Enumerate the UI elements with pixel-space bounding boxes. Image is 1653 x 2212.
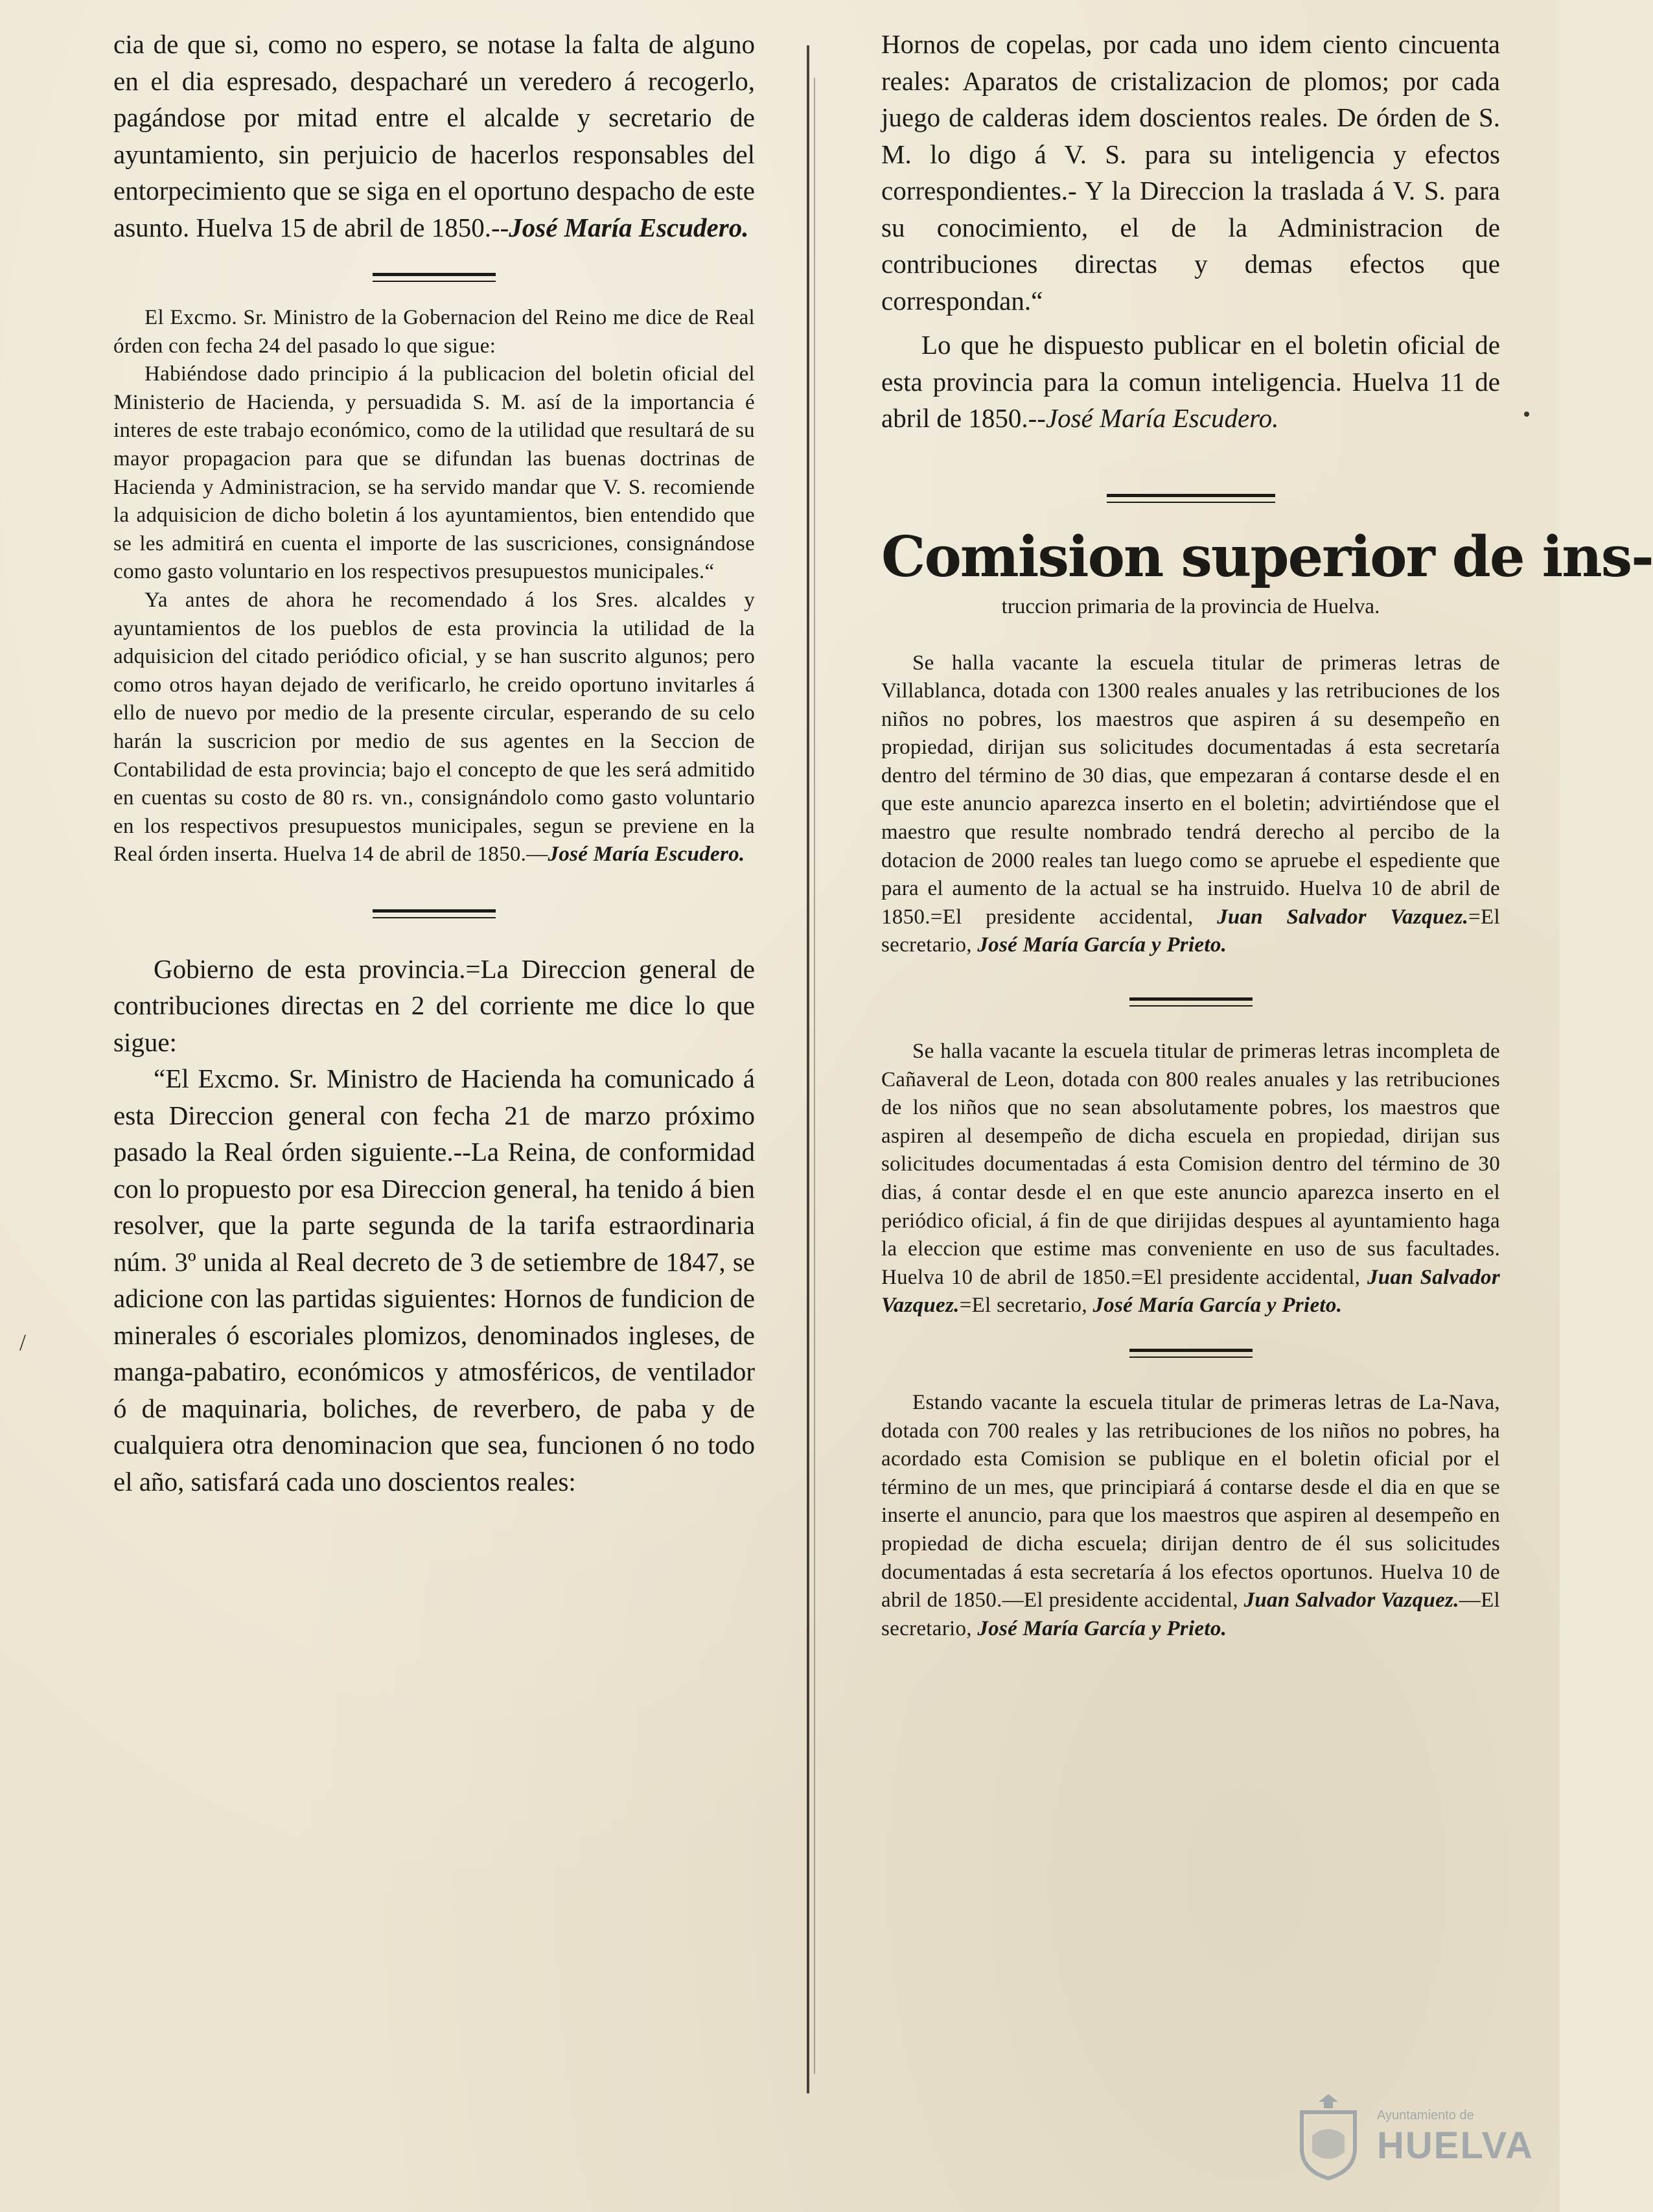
logo-wordmark: HUELVA: [1377, 2125, 1534, 2167]
gobierno-intro: Gobierno de esta provincia.=La Direccion general de contribuciones directas en 2 del corriente me dice lo que sigue:: [113, 953, 755, 1057]
circular-paragraph: [113, 587, 755, 869]
president-signature: Juan Salvador Vazquez.: [1243, 1589, 1459, 1612]
section-separator: [1129, 1349, 1253, 1358]
secretary-label: =El secretario,: [881, 905, 1500, 957]
tariff-order-text: “El Excmo. Sr. Ministro de Hacienda ha comunicado á esta Direccion general con fecha 21 de marzo próximo pasado la Real órden siguiente.--La Reina, de conformidad con lo propuesto por esa Direccion general, ha tenido á bien resolver, que la parte segunda de la tarifa estraordinaria núm. 3º unida al Real decreto de 3 de setiembre de 1847, se adicione con las partidas siguientes: Hornos de fundicion de minerales ó escoriales plomizos, denominados ingleses, de manga-pabatiro, económicos y atmosféricos, de ventilador ó de maquinaria, boliches, de reverbero, de paba y de cualquiera otra denominacion que sea, funcionen ó no todo el año, satisfará cada uno doscientos reales:: [113, 1064, 755, 1496]
vacancy-text: Se halla vacante la escuela titular de primeras letras de Villablanca, dotada con 1300 reales anuales y las retribuciones de los niños no pobres, los maestros que aspiren á su desempeño en propiedad, dirijan sus solicitudes documentadas á esta secretaría dentro del término de 30 dias, que empezaran á contarse desde el en que este anuncio aparezca inserto en el boletin; advirtiéndose que el maestro que resulte nombrado tendrá derecho al percibo de la dotacion de 2000 reales tan luego como se apruebe el espediente que para el aumento de la actual se ha instruido. Huelva 10 de abril de 1850.=El presidente accidental,: [881, 651, 1500, 929]
section-separator: [373, 909, 496, 918]
secretary-label: —El secretario,: [881, 1589, 1500, 1640]
signature: José María Escudero.: [1045, 403, 1279, 433]
vacancy-canaveral: [881, 1038, 1500, 1320]
ayuntamiento-huelva-logo: [1293, 2090, 1534, 2187]
vacancy-villablanca: [881, 649, 1500, 960]
circular-text: Ya antes de ahora he recomendado á los Sres. alcaldes y ayuntamientos de los pueblos de esta provincia la utilidad de la adquisicion del citado periódico oficial, y se han suscrito algunos; pero como otros hayan dejado de verificarlo, he creido oportuno invitarles á ello de nuevo por medio de la presente circular, esperando de su celo harán la suscricion por medio de sus agentes en la Seccion de Contabilidad de esta provincia; bajo el concepto de que les será admitido en cuentas su costo de 80 rs. vn., consignándolo como gasto voluntario en los respectivos presupuestos municipales, segun se previene en la Real órden inserta. Huelva 14 de abril de 1850.—: [113, 588, 755, 867]
secretary-label: =El secretario,: [959, 1294, 1087, 1318]
secretary-signature: José María García y Prieto.: [977, 933, 1227, 957]
coat-of-arms-icon: [1293, 2090, 1364, 2181]
royal-order-text: Habiéndose dado principio á la publicacion del boletin oficial del Ministerio de Hacienda, y persuadida S. M. así de la importancia é interes de este trabajo económico, como de la utilidad que resultará de su mayor propagacion para que se difundan las buenas doctrinas de Hacienda y Administracion, se ha servido mandar que V. S. recomiende la adquisicion de dicho boletin á los ayuntamientos, bien entendido que se les admitirá en cuenta el importe de las suscriciones, consignándose como gasto voluntario en los respectivos presupuestos municipales.“: [113, 362, 755, 584]
closing-paragraph: [113, 26, 755, 246]
logo-caption: Ayuntamiento de: [1377, 2108, 1474, 2123]
ink-dot: [1524, 412, 1529, 417]
section-subheading: truccion primaria de la provincia de Huelva.: [1001, 594, 1380, 618]
vacancy-text: Estando vacante la escuela titular de primeras letras de La-Nava, dotada con 700 reales y las retribuciones de los niños no pobres, ha acordado esta Comision se publique en el boletin oficial por el término de un mes, que principiará á contarse desde el dia en que se inserte el anuncio, para que los maestros que aspiren al desempeño en propiedad de dicha escuela; dirijan dentro de él sus solicitudes documentadas á esta secretaría á los efectos oportunos. Huelva 10 de abril de 1850.—El presidente accidental,: [881, 1390, 1500, 1612]
margin-mark: /: [19, 1329, 27, 1355]
publication-text: Lo que he dispuesto publicar en el boletin oficial de esta provincia para la comun inteligencia. Huelva 11 de abril de 1850.--: [881, 330, 1500, 433]
signature: José María Escudero.: [548, 843, 745, 867]
secretary-signature: José María García y Prieto.: [1092, 1294, 1343, 1318]
column-divider-shadow: [814, 78, 815, 2074]
section-separator: [373, 273, 496, 282]
publication-notice: [881, 327, 1500, 437]
vacancy-text: Se halla vacante la escuela titular de primeras letras incompleta de Cañaveral de Leon, dotada con 800 reales anuales y las retribuciones de los niños que no sean absolutamente pobres, los maestros que aspiren al desempeño de dicha escuela en propiedad, dirijan sus solicitudes documentadas á esta Comision dentro del término de 30 dias, á contar desde el en que este anuncio aparezca inserto en el periódico oficial, á fin de que dirijidas despues al ayuntamiento haga la eleccion que estime mas conveniente en uso de sus facultades. Huelva 10 de abril de 1850.=El presidente accidental,: [881, 1040, 1500, 1289]
section-separator: [1129, 997, 1253, 1007]
section-separator: [1107, 494, 1275, 503]
vacancy-la-nava: [881, 1389, 1500, 1643]
column-divider: [807, 45, 809, 2093]
tariff-continuation: Hornos de copelas, por cada uno idem ciento cincuenta reales: Aparatos de cristalizacion de plomos; por cada juego de calderas idem doscientos reales. De órden de S. M. lo digo á V. S. para su inteligencia y efectos correspondientes.- Y la Direccion la traslada á V. S. para su conocimiento, el de la Administracion de contribuciones directas y demas efectos que correspondan.“: [881, 29, 1500, 316]
signature: José María Escudero.: [509, 212, 749, 242]
president-signature: Juan Salvador Vazquez.: [1217, 905, 1469, 929]
right-column: [881, 26, 1653, 1643]
closing-text: cia de que si, como no espero, se notase la falta de alguno en el dia espresado, despacharé un veredero á recogerlo, pagándose por mitad entre el alcalde y secretario de ayuntamiento, sin perjuicio de hacerlos responsables del entorpecimiento que se siga en el oportuno despacho de este asunto. Huelva 15 de abril de 1850.--: [113, 29, 755, 242]
left-column: [113, 26, 755, 1500]
secretary-signature: José María García y Prieto.: [977, 1616, 1227, 1640]
section-heading: Comision superior de ins-: [881, 524, 1653, 590]
ministry-notice-intro: El Excmo. Sr. Ministro de la Gobernacion del Reino me dice de Real órden con fecha 24 del pasado lo que sigue:: [113, 306, 755, 358]
president-signature: Juan Salvador Vazquez.: [881, 1265, 1500, 1318]
